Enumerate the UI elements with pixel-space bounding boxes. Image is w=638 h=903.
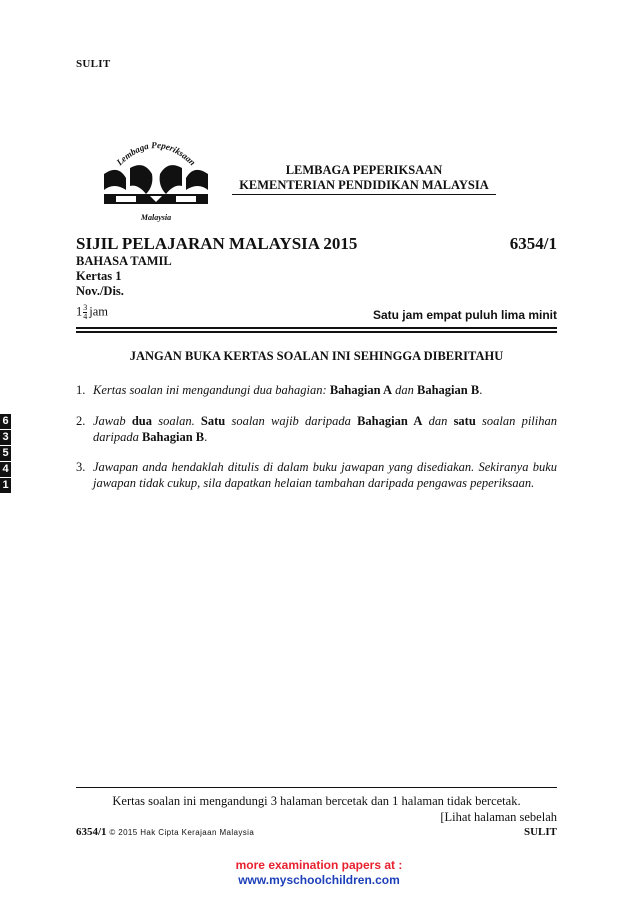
duration-fraction	[83, 304, 87, 321]
side-code-digit: 4	[0, 462, 11, 477]
header-classification: SULIT	[76, 58, 111, 70]
do-not-open-warning: JANGAN BUKA KERTAS SOALAN INI SEHINGGA DIBERITAHU	[129, 349, 504, 363]
duration-in-words: Satu jam empat puluh lima minit	[372, 308, 557, 322]
board-line-1: LEMBAGA PEPERIKSAAN	[285, 163, 443, 177]
instruction-number: 3.	[76, 460, 86, 474]
instruction-2	[76, 413, 557, 445]
exam-title: SIJIL PELAJARAN MALAYSIA 2015	[76, 234, 358, 253]
logo-top-text: Lembaga Peperiksaan	[114, 139, 198, 168]
page-count-note: Kertas soalan ini mengandungi 3 halaman bercetak dan 1 halaman tidak bercetak.	[112, 794, 521, 808]
footer-code-line	[76, 826, 254, 838]
footer-classification: SULIT	[523, 826, 557, 838]
side-code-digit: 5	[0, 446, 11, 461]
promo-link[interactable]: www.myschoolchildren.com	[238, 873, 400, 887]
footer-rule	[76, 787, 557, 788]
copyright-notice: © 2015 Hak Cipta Kerajaan Malaysia	[109, 828, 255, 837]
board-line-2: KEMENTERIAN PENDIDIKAN MALAYSIA	[232, 178, 496, 195]
paper-code: 6354/1	[509, 234, 557, 253]
instruction-text: Jawapan anda hendaklah ditulis di dalam buku jawapan yang disediakan. Sekiranya buku jawapan tidak cukup, sila dapatkan helaian tambahan daripada pengawas peperiksaan.	[93, 460, 557, 490]
exam-board-name	[232, 163, 496, 195]
side-code-digit: 1	[0, 478, 11, 493]
instruction-1	[76, 382, 557, 398]
promo-text: more examination papers at :	[235, 858, 403, 872]
divider-rule-2	[76, 331, 557, 333]
side-code-digit: 6	[0, 414, 11, 429]
instruction-3	[76, 459, 557, 507]
footer-paper-code: 6354/1	[76, 826, 107, 838]
duration-hours	[76, 304, 108, 321]
duration-unit: jam	[89, 304, 108, 319]
instruction-text: Kertas soalan ini mengandungi dua bahagian: Bahagian A dan Bahagian B.	[93, 383, 483, 397]
turn-over-note: [Lihat halaman sebelah	[440, 810, 557, 824]
exam-board-logo	[96, 134, 216, 226]
divider-rule-1	[76, 327, 557, 329]
duration-denominator: 4	[83, 312, 88, 321]
instruction-text: Jawab dua soalan. Satu soalan wajib daripada Bahagian A dan satu soalan pilihan daripada Bahagian B.	[93, 414, 557, 444]
exam-session: Nov./Dis.	[76, 284, 124, 298]
paper-number: Kertas 1	[76, 269, 122, 283]
side-code-digit: 3	[0, 430, 11, 445]
logo-bottom-text: Malaysia	[140, 213, 172, 222]
instruction-number: 2.	[76, 414, 86, 428]
instruction-number: 1.	[76, 383, 86, 397]
svg-text:Lembaga Peperiksaan	[114, 140, 198, 168]
duration-numerator: 3	[83, 303, 88, 312]
duration-whole: 1	[76, 304, 83, 319]
side-paper-code	[0, 414, 11, 494]
subject-block	[76, 254, 172, 299]
subject-name: BAHASA TAMIL	[76, 254, 172, 268]
